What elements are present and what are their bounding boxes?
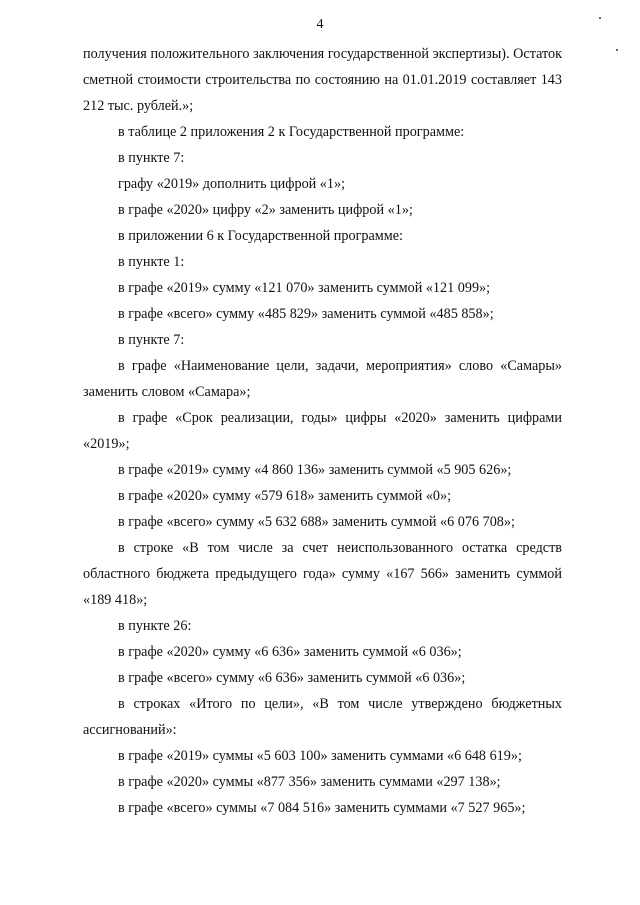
document-paragraph: в графе «Срок реализации, годы» цифры «2020» заменить цифрами «2019»; xyxy=(83,410,562,452)
document-paragraph: в таблице 2 приложения 2 к Государственной программе: xyxy=(118,124,465,140)
document-paragraph: в графе «2019» суммы «5 603 100» заменить суммами «6 648 619»; xyxy=(118,748,522,764)
document-paragraph: графу «2019» дополнить цифрой «1»; xyxy=(118,176,346,192)
document-paragraph: в пункте 26: xyxy=(118,618,192,634)
document-paragraph: в строках «Итого по цели», «В том числе утверждено бюджетных ассигнований»: xyxy=(83,696,562,738)
document-paragraph: в графе «2019» сумму «4 860 136» заменить суммой «5 905 626»; xyxy=(118,462,512,478)
document-paragraph: в графе «Наименование цели, задачи, мероприятия» слово «Самары» заменить словом «Самара»; xyxy=(83,358,562,400)
document-paragraph: в графе «всего» сумму «6 636» заменить суммой «6 036»; xyxy=(118,670,466,686)
document-paragraph: в графе «всего» сумму «5 632 688» заменить суммой «6 076 708»; xyxy=(118,514,515,530)
document-paragraph: в пункте 1: xyxy=(118,254,185,270)
document-paragraph: в приложении 6 к Государственной программе: xyxy=(118,228,403,244)
document-paragraph: в графе «всего» сумму «485 829» заменить суммой «485 858»; xyxy=(118,306,494,322)
document-paragraph: в пункте 7: xyxy=(118,150,185,166)
document-body xyxy=(83,41,562,821)
page-number: 4 xyxy=(316,17,324,32)
scan-speck xyxy=(616,49,618,51)
document-paragraph: в строке «В том числе за счет неиспользованного остатка средств областного бюджета предыдущего года» сумму «167 566» заменить суммой «189 418»; xyxy=(83,540,562,608)
document-paragraph: получения положительного заключения государственной экспертизы). Остаток сметной стоимости строительства по состоянию на 01.01.2019 составляет 143 212 тыс. рублей.»; xyxy=(83,46,562,114)
document-paragraph: в графе «2020» суммы «877 356» заменить суммами «297 138»; xyxy=(118,774,501,790)
document-paragraph: в графе «2020» цифру «2» заменить цифрой «1»; xyxy=(118,202,413,218)
document-paragraph: в графе «2019» сумму «121 070» заменить суммой «121 099»; xyxy=(118,280,491,296)
document-paragraph: в графе «всего» суммы «7 084 516» заменить суммами «7 527 965»; xyxy=(118,800,526,816)
scan-speck xyxy=(599,17,601,19)
document-paragraph: в пункте 7: xyxy=(118,332,185,348)
document-paragraph: в графе «2020» сумму «6 636» заменить суммой «6 036»; xyxy=(118,644,462,660)
document-paragraph: в графе «2020» сумму «579 618» заменить суммой «0»; xyxy=(118,488,452,504)
